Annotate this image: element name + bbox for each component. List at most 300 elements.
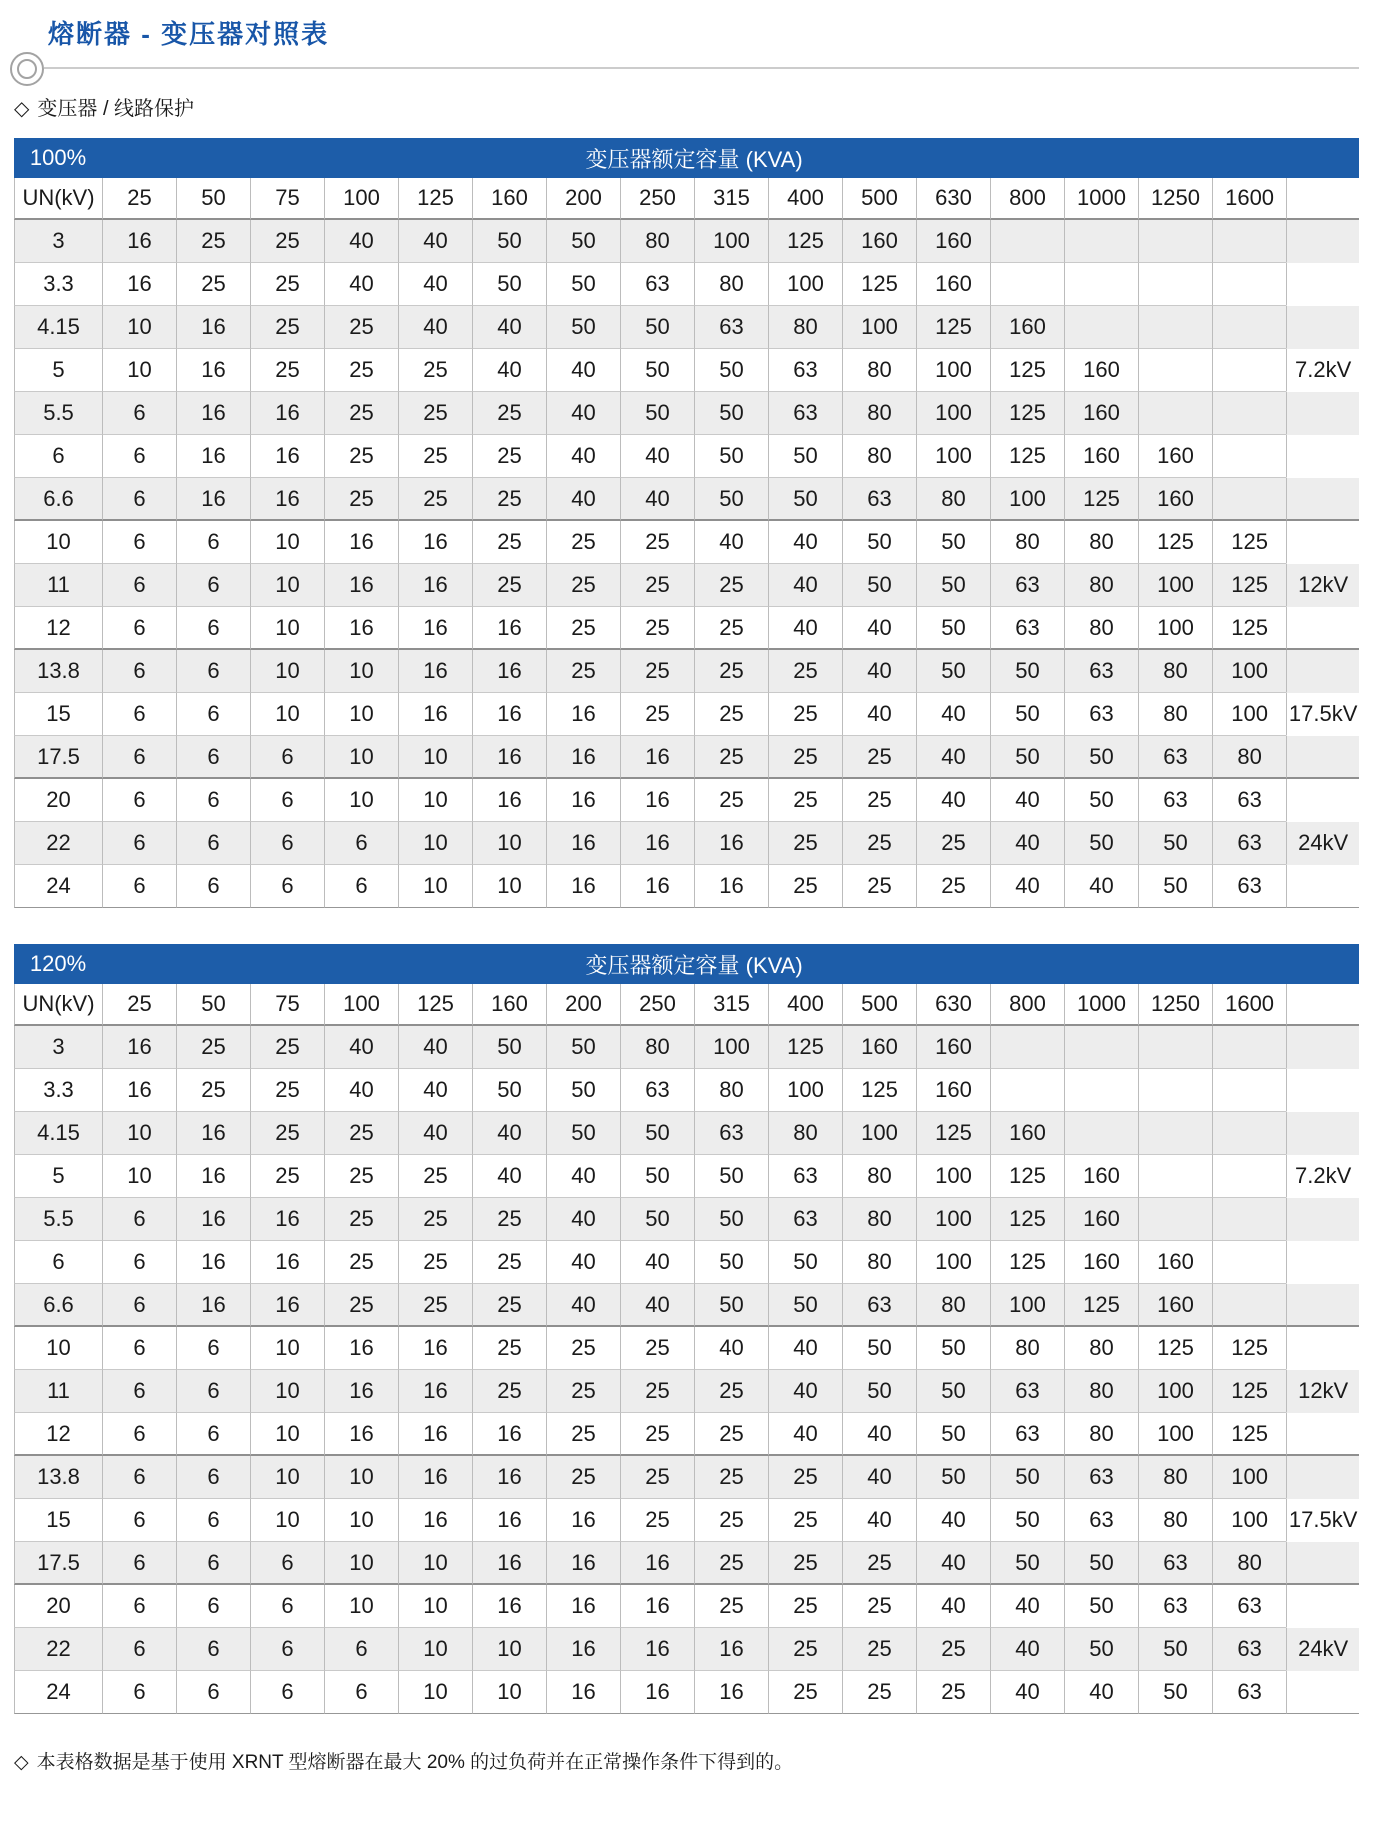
fuse-rating-cell: 16 xyxy=(620,1628,694,1671)
ring-inner-icon xyxy=(17,59,37,79)
capacity-column-header: 1250 xyxy=(1138,178,1212,220)
table-row xyxy=(14,1112,1359,1155)
fuse-rating-cell: 63 xyxy=(768,1198,842,1241)
fuse-rating-cell: 16 xyxy=(102,263,176,306)
fuse-rating-cell: 6 xyxy=(250,779,324,822)
fuse-rating-cell: 80 xyxy=(842,349,916,392)
fuse-rating-cell: 50 xyxy=(1064,736,1138,779)
fuse-rating-cell: 10 xyxy=(250,607,324,650)
fuse-rating-cell: 50 xyxy=(1138,822,1212,865)
fuse-rating-cell xyxy=(1064,1069,1138,1112)
kv-cell-spacer xyxy=(1286,1585,1359,1628)
fuse-rating-cell: 50 xyxy=(472,1069,546,1112)
fuse-rating-cell: 125 xyxy=(990,435,1064,478)
fuse-rating-cell: 125 xyxy=(1212,1370,1286,1413)
fuse-rating-cell: 16 xyxy=(472,779,546,822)
fuse-rating-cell: 16 xyxy=(546,736,620,779)
fuse-rating-cell: 160 xyxy=(1064,1155,1138,1198)
fuse-rating-cell: 50 xyxy=(1138,1628,1212,1671)
fuse-rating-cell: 16 xyxy=(472,1542,546,1585)
table-row xyxy=(14,1413,1359,1456)
fuse-rating-cell: 16 xyxy=(472,650,546,693)
fuse-rating-cell: 40 xyxy=(916,736,990,779)
fuse-rating-cell: 80 xyxy=(1064,1370,1138,1413)
fuse-rating-cell: 25 xyxy=(916,1628,990,1671)
fuse-rating-cell xyxy=(1064,220,1138,263)
fuse-rating-cell xyxy=(990,263,1064,306)
capacity-column-header: 1000 xyxy=(1064,178,1138,220)
fuse-rating-cell: 25 xyxy=(842,1542,916,1585)
fuse-rating-cell: 40 xyxy=(546,478,620,521)
table-row xyxy=(14,650,1359,693)
capacity-column-header: 50 xyxy=(176,984,250,1026)
fuse-rating-cell: 25 xyxy=(842,865,916,908)
un-kv-column-header: UN(kV) xyxy=(14,178,102,220)
fuse-rating-cell: 50 xyxy=(694,392,768,435)
fuse-rating-cell: 50 xyxy=(694,1198,768,1241)
fuse-rating-cell: 160 xyxy=(1138,1241,1212,1284)
fuse-rating-cell: 125 xyxy=(1212,607,1286,650)
fuse-rating-cell: 25 xyxy=(620,1456,694,1499)
fuse-rating-cell xyxy=(1212,392,1286,435)
fuse-rating-cell: 16 xyxy=(546,822,620,865)
fuse-rating-cell xyxy=(1212,1198,1286,1241)
fuse-rating-cell: 6 xyxy=(176,521,250,564)
fuse-rating-cell: 16 xyxy=(472,736,546,779)
table-row xyxy=(14,607,1359,650)
fuse-rating-cell: 25 xyxy=(324,478,398,521)
fuse-rating-cell: 6 xyxy=(324,822,398,865)
fuse-rating-cell xyxy=(990,1026,1064,1069)
fuse-rating-cell: 10 xyxy=(398,736,472,779)
fuse-rating-cell: 16 xyxy=(324,521,398,564)
fuse-rating-cell: 50 xyxy=(1064,779,1138,822)
fuse-rating-cell: 25 xyxy=(398,1241,472,1284)
fuse-rating-cell: 16 xyxy=(398,1413,472,1456)
fuse-rating-cell: 25 xyxy=(768,1671,842,1714)
fuse-rating-cell: 6 xyxy=(250,1628,324,1671)
fuse-rating-cell: 16 xyxy=(472,1413,546,1456)
fuse-rating-cell: 6 xyxy=(176,1327,250,1370)
fuse-rating-cell: 6 xyxy=(102,693,176,736)
fuse-rating-cell: 25 xyxy=(842,1585,916,1628)
fuse-rating-cell: 16 xyxy=(546,693,620,736)
fuse-rating-cell: 50 xyxy=(916,607,990,650)
fuse-rating-cell: 125 xyxy=(990,1198,1064,1241)
diamond-icon: ◇ xyxy=(14,1752,29,1773)
fuse-rating-cell: 25 xyxy=(768,650,842,693)
fuse-rating-cell: 40 xyxy=(990,822,1064,865)
fuse-rating-cell: 80 xyxy=(990,1327,1064,1370)
fuse-rating-cell: 6 xyxy=(102,564,176,607)
fuse-rating-cell: 40 xyxy=(1064,865,1138,908)
fuse-rating-cell: 16 xyxy=(324,1327,398,1370)
fuse-rating-cell: 25 xyxy=(472,478,546,521)
fuse-rating-table-120pct xyxy=(14,944,1359,1714)
kv-column-spacer xyxy=(1286,178,1359,220)
capacity-column-header: 160 xyxy=(472,178,546,220)
un-voltage-cell: 20 xyxy=(14,779,102,822)
kv-cell-spacer xyxy=(1286,1284,1359,1327)
fuse-rating-cell: 40 xyxy=(842,1456,916,1499)
fuse-rating-cell: 50 xyxy=(990,1456,1064,1499)
fuse-rating-cell: 40 xyxy=(398,306,472,349)
fuse-rating-cell: 63 xyxy=(1138,779,1212,822)
fuse-rating-cell: 25 xyxy=(620,650,694,693)
capacity-column-header: 800 xyxy=(990,178,1064,220)
fuse-rating-cell: 40 xyxy=(546,1284,620,1327)
table-row xyxy=(14,1069,1359,1112)
un-kv-column-header: UN(kV) xyxy=(14,984,102,1026)
fuse-rating-cell: 50 xyxy=(916,521,990,564)
un-voltage-cell: 12 xyxy=(14,607,102,650)
fuse-rating-cell: 16 xyxy=(546,1628,620,1671)
fuse-rating-cell: 50 xyxy=(842,521,916,564)
fuse-rating-cell: 10 xyxy=(324,779,398,822)
fuse-rating-cell: 6 xyxy=(324,1671,398,1714)
fuse-rating-cell: 25 xyxy=(694,1542,768,1585)
fuse-rating-cell: 16 xyxy=(324,607,398,650)
fuse-rating-cell: 63 xyxy=(1212,1628,1286,1671)
fuse-rating-cell: 25 xyxy=(620,1327,694,1370)
fuse-rating-cell: 10 xyxy=(398,779,472,822)
fuse-rating-cell: 25 xyxy=(620,693,694,736)
fuse-rating-cell: 40 xyxy=(398,1069,472,1112)
fuse-rating-cell: 80 xyxy=(694,1069,768,1112)
fuse-rating-cell: 63 xyxy=(1064,693,1138,736)
fuse-rating-cell: 25 xyxy=(472,1198,546,1241)
fuse-rating-cell: 25 xyxy=(768,1628,842,1671)
fuse-rating-cell: 80 xyxy=(620,1026,694,1069)
fuse-rating-cell: 50 xyxy=(694,1284,768,1327)
fuse-rating-cell: 50 xyxy=(620,1155,694,1198)
fuse-rating-cell: 40 xyxy=(694,521,768,564)
fuse-rating-cell xyxy=(1212,435,1286,478)
fuse-rating-cell: 25 xyxy=(620,521,694,564)
kv-column-spacer xyxy=(1286,984,1359,1026)
fuse-rating-cell: 10 xyxy=(324,1542,398,1585)
fuse-rating-cell: 16 xyxy=(102,220,176,263)
fuse-rating-cell: 16 xyxy=(176,1241,250,1284)
fuse-rating-cell: 16 xyxy=(398,607,472,650)
fuse-rating-cell: 16 xyxy=(176,392,250,435)
fuse-rating-cell: 16 xyxy=(620,1542,694,1585)
fuse-rating-cell: 25 xyxy=(250,1026,324,1069)
divider-line xyxy=(44,67,1359,69)
fuse-rating-cell: 50 xyxy=(546,263,620,306)
fuse-rating-cell: 10 xyxy=(102,306,176,349)
fuse-rating-cell: 80 xyxy=(842,392,916,435)
fuse-rating-cell: 40 xyxy=(472,349,546,392)
fuse-rating-cell: 125 xyxy=(916,1112,990,1155)
fuse-rating-cell: 40 xyxy=(990,1671,1064,1714)
fuse-rating-cell: 40 xyxy=(324,1069,398,1112)
capacity-column-header: 125 xyxy=(398,984,472,1026)
fuse-rating-cell: 25 xyxy=(694,1499,768,1542)
fuse-rating-cell: 6 xyxy=(102,822,176,865)
fuse-rating-cell: 16 xyxy=(398,1327,472,1370)
fuse-rating-cell: 50 xyxy=(620,1198,694,1241)
fuse-rating-cell: 6 xyxy=(176,1370,250,1413)
fuse-rating-cell: 50 xyxy=(472,1026,546,1069)
fuse-rating-cell: 25 xyxy=(472,1327,546,1370)
kv-cell-spacer xyxy=(1286,1671,1359,1714)
un-voltage-cell: 5 xyxy=(14,349,102,392)
kv-cell-spacer xyxy=(1286,306,1359,349)
fuse-rating-cell: 80 xyxy=(1138,693,1212,736)
fuse-rating-cell: 10 xyxy=(250,521,324,564)
fuse-rating-cell: 50 xyxy=(916,1456,990,1499)
fuse-rating-cell: 50 xyxy=(768,1284,842,1327)
fuse-rating-cell: 6 xyxy=(250,822,324,865)
fuse-rating-cell: 40 xyxy=(842,650,916,693)
fuse-rating-cell: 40 xyxy=(768,1327,842,1370)
fuse-rating-cell: 6 xyxy=(176,1499,250,1542)
fuse-rating-cell: 63 xyxy=(1212,1671,1286,1714)
kv-cell-spacer xyxy=(1286,435,1359,478)
fuse-rating-cell xyxy=(1138,1155,1212,1198)
fuse-rating-cell: 63 xyxy=(842,1284,916,1327)
fuse-rating-cell: 16 xyxy=(324,564,398,607)
fuse-rating-cell: 6 xyxy=(102,1370,176,1413)
fuse-rating-cell: 40 xyxy=(620,478,694,521)
fuse-rating-cell: 50 xyxy=(990,1542,1064,1585)
table-row xyxy=(14,1284,1359,1327)
un-voltage-cell: 15 xyxy=(14,693,102,736)
fuse-rating-cell: 160 xyxy=(916,263,990,306)
fuse-rating-cell: 50 xyxy=(990,1499,1064,1542)
table-row xyxy=(14,1370,1359,1413)
table-row xyxy=(14,1241,1359,1284)
fuse-rating-cell: 16 xyxy=(694,822,768,865)
fuse-rating-cell: 6 xyxy=(102,478,176,521)
fuse-rating-cell: 16 xyxy=(620,736,694,779)
fuse-rating-cell: 25 xyxy=(472,521,546,564)
fuse-rating-cell xyxy=(1064,1112,1138,1155)
capacity-column-header: 1600 xyxy=(1212,984,1286,1026)
fuse-rating-cell: 125 xyxy=(990,349,1064,392)
fuse-rating-cell: 100 xyxy=(694,1026,768,1069)
fuse-rating-cell: 50 xyxy=(990,693,1064,736)
fuse-rating-cell: 160 xyxy=(916,220,990,263)
kv-cell-spacer xyxy=(1286,478,1359,521)
fuse-rating-cell: 50 xyxy=(694,435,768,478)
fuse-rating-cell: 40 xyxy=(694,1327,768,1370)
overload-percent-label: 120% xyxy=(14,944,102,984)
capacity-column-header: 200 xyxy=(546,984,620,1026)
fuse-rating-cell: 6 xyxy=(324,865,398,908)
fuse-rating-cell: 160 xyxy=(990,1112,1064,1155)
fuse-rating-cell: 40 xyxy=(620,1284,694,1327)
fuse-rating-cell: 125 xyxy=(768,220,842,263)
section-heading xyxy=(14,96,1359,122)
fuse-rating-cell: 16 xyxy=(102,1069,176,1112)
fuse-rating-cell xyxy=(1138,1026,1212,1069)
fuse-rating-cell: 6 xyxy=(176,779,250,822)
fuse-rating-cell: 80 xyxy=(1064,521,1138,564)
fuse-rating-cell: 80 xyxy=(694,263,768,306)
fuse-rating-cell: 25 xyxy=(324,1198,398,1241)
fuse-rating-cell: 16 xyxy=(546,1671,620,1714)
fuse-rating-cell: 10 xyxy=(324,1585,398,1628)
fuse-rating-cell: 125 xyxy=(1138,1327,1212,1370)
table-row xyxy=(14,865,1359,908)
fuse-rating-cell: 10 xyxy=(398,822,472,865)
fuse-rating-cell: 16 xyxy=(398,564,472,607)
fuse-rating-cell: 63 xyxy=(1138,1542,1212,1585)
page-title: 熔断器 - 变压器对照表 xyxy=(48,19,330,49)
fuse-rating-cell: 6 xyxy=(102,1456,176,1499)
fuse-rating-cell: 80 xyxy=(1064,1413,1138,1456)
un-voltage-cell: 13.8 xyxy=(14,650,102,693)
fuse-rating-cell: 63 xyxy=(694,306,768,349)
fuse-rating-cell: 16 xyxy=(324,1413,398,1456)
voltage-group-label: 24kV xyxy=(1286,822,1359,865)
fuse-rating-cell: 25 xyxy=(768,1542,842,1585)
un-voltage-cell: 6 xyxy=(14,435,102,478)
fuse-rating-cell: 25 xyxy=(472,1241,546,1284)
fuse-rating-cell: 10 xyxy=(250,564,324,607)
fuse-rating-cell: 100 xyxy=(694,220,768,263)
fuse-rating-cell: 63 xyxy=(842,478,916,521)
fuse-rating-cell: 80 xyxy=(990,521,1064,564)
fuse-rating-cell: 6 xyxy=(176,865,250,908)
fuse-rating-cell: 40 xyxy=(546,349,620,392)
fuse-rating-cell: 16 xyxy=(250,1284,324,1327)
fuse-rating-cell: 6 xyxy=(176,1585,250,1628)
un-voltage-cell: 6.6 xyxy=(14,478,102,521)
fuse-rating-cell: 63 xyxy=(768,1155,842,1198)
fuse-rating-cell xyxy=(1212,478,1286,521)
fuse-rating-cell xyxy=(1138,263,1212,306)
kv-cell-spacer xyxy=(1286,392,1359,435)
fuse-rating-cell: 16 xyxy=(472,693,546,736)
fuse-rating-cell xyxy=(1138,220,1212,263)
kv-cell-spacer xyxy=(1286,650,1359,693)
fuse-rating-cell: 25 xyxy=(546,1413,620,1456)
title-divider xyxy=(14,52,1359,86)
fuse-rating-cell: 63 xyxy=(620,263,694,306)
fuse-rating-cell: 25 xyxy=(768,1585,842,1628)
fuse-rating-cell: 16 xyxy=(694,1671,768,1714)
fuse-rating-cell: 50 xyxy=(546,1026,620,1069)
table-row xyxy=(14,736,1359,779)
fuse-rating-cell: 25 xyxy=(250,263,324,306)
fuse-rating-cell: 16 xyxy=(176,1155,250,1198)
capacity-header: 变压器额定容量 (KVA) xyxy=(102,138,1286,178)
fuse-rating-cell: 16 xyxy=(398,693,472,736)
fuse-rating-cell: 25 xyxy=(472,435,546,478)
fuse-rating-cell: 25 xyxy=(694,1413,768,1456)
fuse-rating-cell: 80 xyxy=(1064,1327,1138,1370)
fuse-rating-cell: 40 xyxy=(546,392,620,435)
fuse-rating-cell: 6 xyxy=(102,1241,176,1284)
fuse-rating-cell: 6 xyxy=(102,779,176,822)
fuse-rating-cell: 6 xyxy=(176,1628,250,1671)
fuse-rating-cell: 16 xyxy=(250,1198,324,1241)
fuse-rating-cell: 16 xyxy=(546,865,620,908)
fuse-rating-cell: 125 xyxy=(768,1026,842,1069)
fuse-rating-cell: 10 xyxy=(250,1413,324,1456)
fuse-rating-cell: 40 xyxy=(1064,1671,1138,1714)
capacity-column-header: 315 xyxy=(694,178,768,220)
kv-cell-spacer xyxy=(1286,607,1359,650)
capacity-column-header: 800 xyxy=(990,984,1064,1026)
fuse-rating-cell: 10 xyxy=(472,822,546,865)
voltage-group-label: 17.5kV xyxy=(1286,693,1359,736)
fuse-rating-cell: 63 xyxy=(1212,1585,1286,1628)
fuse-rating-cell: 50 xyxy=(990,736,1064,779)
fuse-rating-cell: 160 xyxy=(1138,435,1212,478)
fuse-rating-cell: 160 xyxy=(916,1069,990,1112)
un-voltage-cell: 11 xyxy=(14,564,102,607)
table-row xyxy=(14,693,1359,736)
fuse-rating-cell: 125 xyxy=(1138,521,1212,564)
fuse-rating-cell: 80 xyxy=(916,1284,990,1327)
fuse-rating-cell: 6 xyxy=(176,1456,250,1499)
un-voltage-cell: 15 xyxy=(14,1499,102,1542)
fuse-rating-cell: 80 xyxy=(768,306,842,349)
fuse-rating-cell: 40 xyxy=(768,1370,842,1413)
fuse-rating-cell: 25 xyxy=(768,1456,842,1499)
fuse-rating-cell: 40 xyxy=(546,435,620,478)
un-voltage-cell: 5.5 xyxy=(14,392,102,435)
fuse-rating-cell xyxy=(990,220,1064,263)
fuse-rating-cell: 25 xyxy=(546,607,620,650)
fuse-rating-cell: 25 xyxy=(398,349,472,392)
fuse-rating-cell: 25 xyxy=(472,1284,546,1327)
fuse-rating-cell xyxy=(1138,1198,1212,1241)
table-row xyxy=(14,1628,1359,1671)
fuse-rating-cell: 10 xyxy=(324,650,398,693)
fuse-rating-cell: 40 xyxy=(990,865,1064,908)
fuse-rating-cell xyxy=(1212,220,1286,263)
fuse-rating-cell: 6 xyxy=(102,650,176,693)
fuse-rating-cell: 160 xyxy=(1064,392,1138,435)
kv-cell-spacer xyxy=(1286,1198,1359,1241)
fuse-rating-cell: 100 xyxy=(990,478,1064,521)
fuse-rating-cell: 80 xyxy=(1138,650,1212,693)
fuse-rating-cell: 25 xyxy=(620,1413,694,1456)
fuse-rating-cell: 80 xyxy=(916,478,990,521)
fuse-rating-cell: 40 xyxy=(472,306,546,349)
fuse-rating-cell: 16 xyxy=(694,1628,768,1671)
fuse-rating-cell: 40 xyxy=(768,521,842,564)
fuse-rating-cell: 16 xyxy=(176,1198,250,1241)
fuse-rating-cell: 10 xyxy=(324,693,398,736)
table-row xyxy=(14,220,1359,263)
fuse-rating-cell: 10 xyxy=(472,1671,546,1714)
fuse-rating-cell: 16 xyxy=(176,1284,250,1327)
fuse-rating-cell: 16 xyxy=(398,1370,472,1413)
ring-icon xyxy=(10,52,44,86)
fuse-rating-cell: 10 xyxy=(398,865,472,908)
fuse-rating-cell: 25 xyxy=(472,392,546,435)
fuse-rating-cell: 40 xyxy=(842,1499,916,1542)
un-voltage-cell: 6 xyxy=(14,1241,102,1284)
fuse-rating-cell: 50 xyxy=(842,564,916,607)
fuse-rating-cell: 16 xyxy=(250,392,324,435)
un-voltage-cell: 17.5 xyxy=(14,736,102,779)
fuse-rating-cell: 25 xyxy=(916,822,990,865)
fuse-rating-cell: 50 xyxy=(694,349,768,392)
fuse-rating-cell: 40 xyxy=(472,1155,546,1198)
capacity-column-header: 630 xyxy=(916,984,990,1026)
fuse-rating-cell: 10 xyxy=(250,1499,324,1542)
voltage-group-label: 12kV xyxy=(1286,564,1359,607)
fuse-rating-cell: 63 xyxy=(990,1413,1064,1456)
un-voltage-cell: 4.15 xyxy=(14,306,102,349)
